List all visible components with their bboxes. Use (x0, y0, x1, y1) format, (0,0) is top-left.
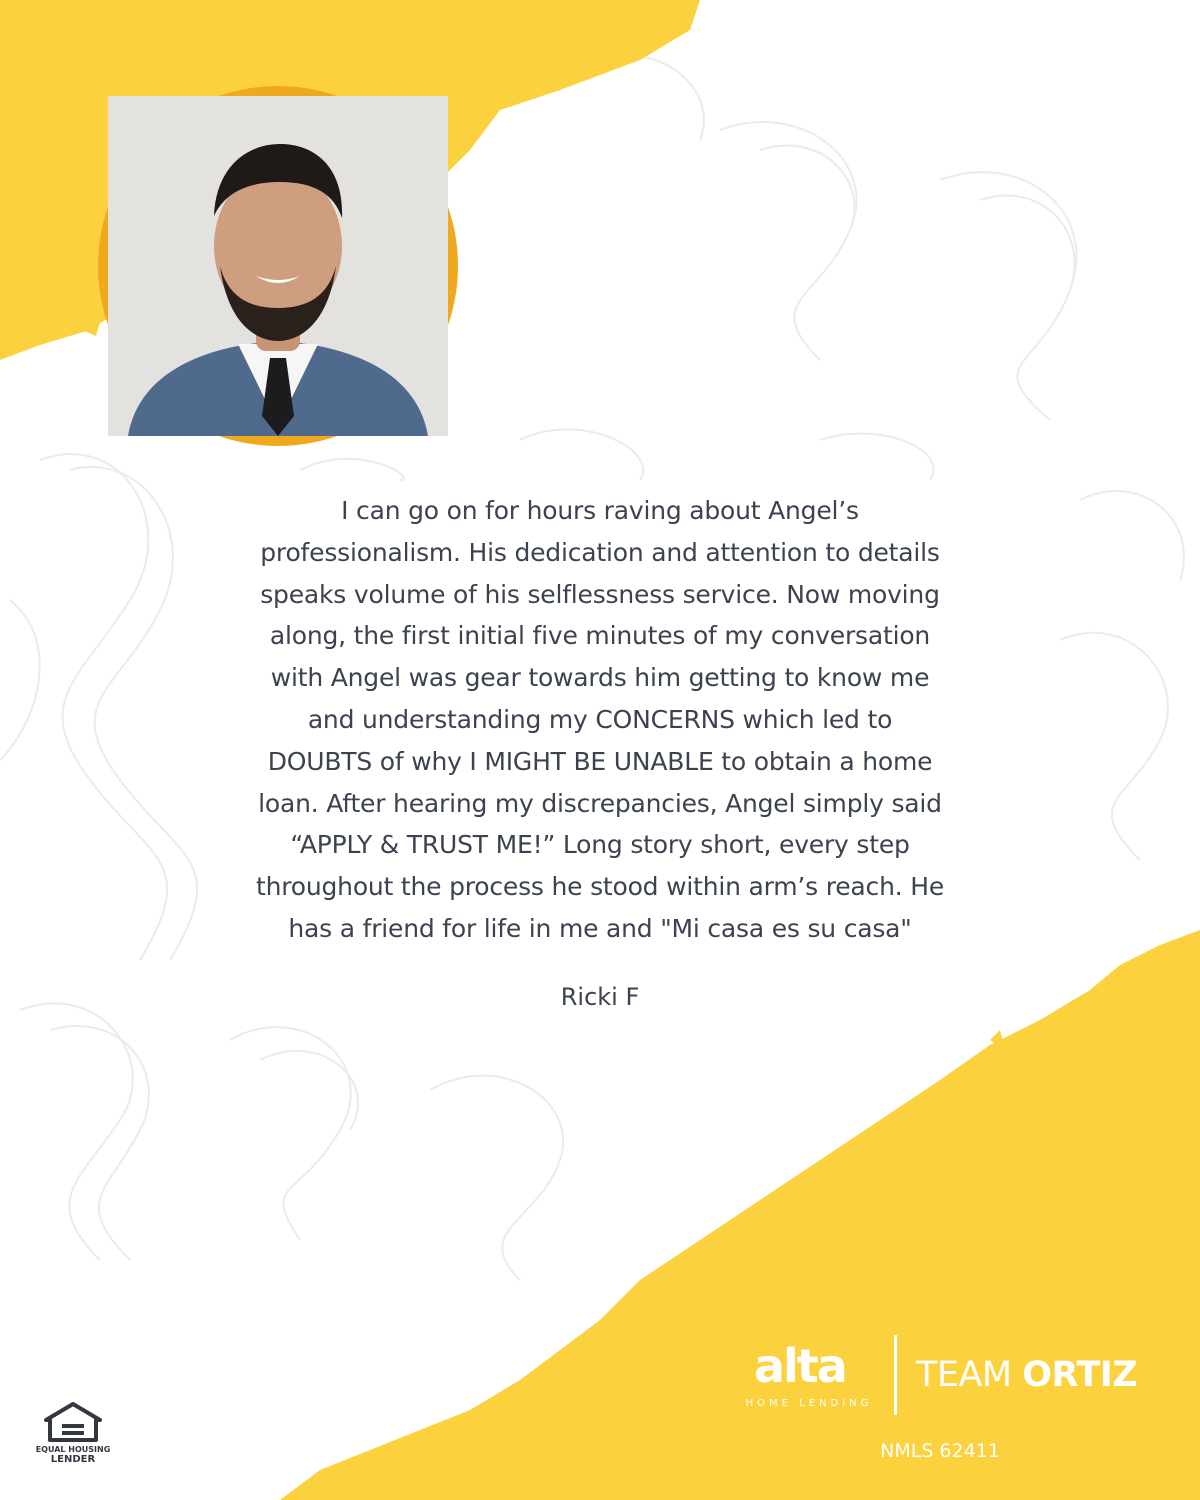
quote-line: I can go on for hours raving about Angel’s (341, 496, 859, 525)
brand-lockup (730, 1335, 1160, 1420)
team-name-light: TEAM (916, 1355, 1012, 1395)
team-name-bold: ORTIZ (1022, 1355, 1138, 1395)
quote-line: along, the first initial five minutes of my conversation (269, 621, 931, 651)
quote-line: speaks volume of his selflessness service. Now moving (260, 579, 940, 609)
alta-logo-text: alta (754, 1339, 846, 1393)
quote-line: DOUBTS of why I MIGHT BE UNABLE to obtain a home (267, 746, 933, 776)
quote-line: with Angel was gear towards him getting to know me (270, 663, 930, 693)
portrait-ring (98, 86, 458, 446)
quote-line: “APPLY & TRUST ME!” Long story short, every step (290, 830, 910, 860)
testimonial-author: Ricki F (560, 983, 640, 1011)
alta-subtitle: HOME LENDING (745, 1398, 873, 1409)
quote-line: professionalism. His dedication and attention to details (260, 537, 940, 567)
quote-line: loan. After hearing my discrepancies, Angel simply said (258, 788, 942, 818)
team-name (916, 1355, 1137, 1395)
equal-housing-icon (35, 1400, 111, 1465)
nmls-number: NMLS 62411 (880, 1440, 1000, 1462)
testimonial-quote (150, 490, 1050, 950)
portrait-photo (108, 96, 448, 436)
equal-housing-line1: EQUAL HOUSING (35, 1445, 111, 1454)
brand-divider (894, 1335, 897, 1415)
quote-line: throughout the process he stood within arm’s reach. He (255, 872, 945, 902)
equal-housing-line2: LENDER (50, 1454, 96, 1465)
quote-line: has a friend for life in me and "Mi casa es su casa" (288, 913, 912, 943)
person-photo-icon (108, 96, 448, 436)
quote-line: and understanding my CONCERNS which led to (307, 704, 893, 734)
